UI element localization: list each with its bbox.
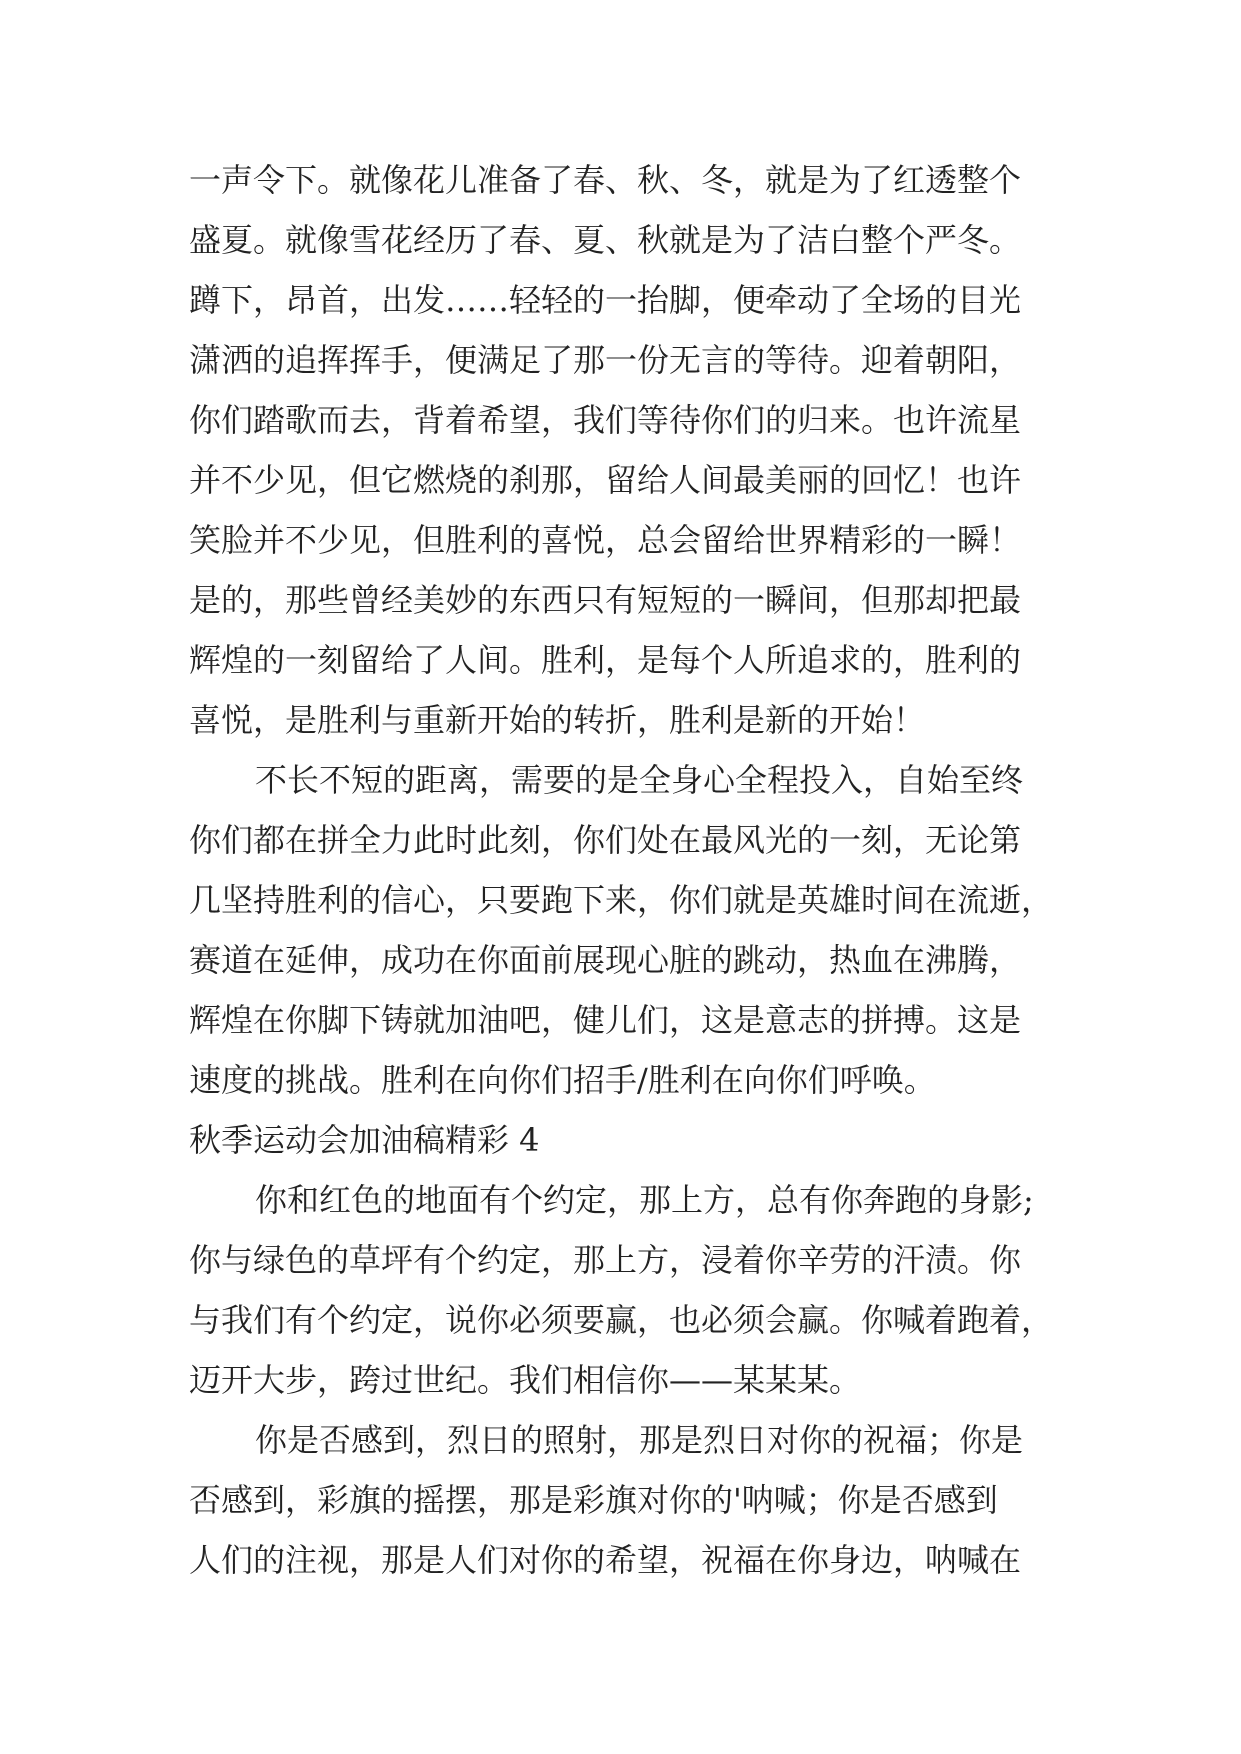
text-line: 喜悦，是胜利与重新开始的转折，胜利是新的开始！: [189, 701, 926, 739]
text-line: 你是否感到，烈日的照射，那是烈日对你的祝福；你是: [255, 1421, 1024, 1459]
text-line: 赛道在延伸，成功在你面前展现心脏的跳动，热血在沸腾，: [189, 941, 1022, 979]
text-line: 蹲下，昂首，出发……轻轻的一抬脚，便牵动了全场的目光: [189, 281, 1022, 319]
document-body: [189, 150, 1069, 1590]
text-line: 速度的挑战。胜利在向你们招手/胜利在向你们呼唤。: [189, 1061, 936, 1099]
text-line: 是的，那些曾经美妙的东西只有短短的一瞬间，但那却把最: [189, 581, 1022, 619]
text-line: 你和红色的地面有个约定，那上方，总有你奔跑的身影;: [255, 1181, 1034, 1219]
text-line: 笑脸并不少见，但胜利的喜悦，总会留给世界精彩的一瞬！: [189, 521, 1022, 559]
text-line: 否感到，彩旗的摇摆，那是彩旗对你的'呐喊；你是否感到: [189, 1481, 998, 1519]
text-line: 辉煌的一刻留给了人间。胜利，是每个人所追求的，胜利的: [189, 641, 1022, 679]
text-line: 不长不短的距离，需要的是全身心全程投入，自始至终: [255, 761, 1024, 799]
text-line: 人们的注视，那是人们对你的希望，祝福在你身边，呐喊在: [189, 1541, 1022, 1579]
text-line: 与我们有个约定，说你必须要赢，也必须会赢。你喊着跑着，: [189, 1301, 1054, 1339]
text-line: 秋季运动会加油稿精彩 4: [189, 1121, 540, 1159]
text-line: 潇洒的追挥挥手，便满足了那一份无言的等待。迎着朝阳，: [189, 341, 1022, 379]
text-line: 一声令下。就像花儿准备了春、秋、冬，就是为了红透整个: [189, 161, 1022, 199]
text-line: 辉煌在你脚下铸就加油吧，健儿们，这是意志的拼搏。这是: [189, 1001, 1022, 1039]
text-line: 并不少见，但它燃烧的刹那，留给人间最美丽的回忆！也许: [189, 461, 1022, 499]
text-line: 盛夏。就像雪花经历了春、夏、秋就是为了洁白整个严冬。: [189, 221, 1022, 259]
text-line: 你与绿色的草坪有个约定，那上方，浸着你辛劳的汗渍。你: [189, 1241, 1022, 1279]
text-line: 你们都在拼全力此时此刻，你们处在最风光的一刻，无论第: [189, 821, 1022, 859]
text-line: 你们踏歌而去，背着希望，我们等待你们的归来。也许流星: [189, 401, 1022, 439]
text-line: 迈开大步，跨过世纪。我们相信你——某某某。: [189, 1361, 862, 1399]
text-line: 几坚持胜利的信心，只要跑下来，你们就是英雄时间在流逝，: [189, 881, 1054, 919]
